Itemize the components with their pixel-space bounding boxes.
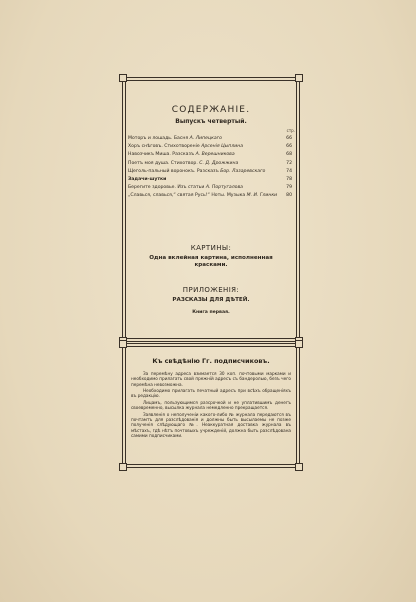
toc-page: 66 (286, 144, 292, 150)
frame-corner (119, 463, 127, 471)
toc-item[interactable]: Хоръ снѣговъ. Стихотворенiе Арсенiя Цыплина 66 (128, 144, 292, 150)
notice-body (131, 371, 291, 439)
toc-item[interactable]: Поетъ моя душа. Стихотвор. С. Д. Дрожжина 72 (128, 160, 292, 166)
frame-corner (295, 74, 303, 82)
toc-page: 79 (286, 185, 292, 191)
contents-title: СОДЕРЖАНIЕ. (171, 105, 251, 115)
notice-paragraph: Лицамъ, пользующимся разсрочкой и не уплатившимъ денегъ своевременно, высылка журнала немедленно прекращается. (131, 399, 291, 411)
toc-page: 66 (286, 136, 292, 141)
toc-item[interactable]: Щеголь-пальный воронокъ. Разсказъ Бор. Лазаревскаго 74 (128, 168, 292, 174)
toc-page: 80 (286, 193, 292, 199)
supplements-book: Книга первая. (192, 310, 230, 315)
supplements-text: РАЗСКАЗЫ ДЛЯ ДѢТЕЙ. (172, 297, 250, 303)
toc-page: 74 (286, 168, 292, 174)
notice-title: Къ свѣдѣнiю Гг. подписчиковъ. (152, 357, 270, 365)
toc-page: 72 (286, 160, 292, 166)
frame-corner (295, 463, 303, 471)
frame-corner (119, 74, 127, 82)
toc-item[interactable]: Моторъ и лошадь. Басня А. Липецкаго 66 (128, 136, 292, 141)
toc-page: 68 (286, 152, 292, 158)
toc-item[interactable]: Задачи-шутки 78 (128, 176, 292, 182)
pictures-heading: КАРТИНЫ: (190, 244, 232, 252)
supplements-heading: ПРИЛОЖЕНIЯ: (182, 286, 240, 294)
notice-paragraph: За перемѣну адреса взимается 30 коп. почтовыми марками и необходимо прилагать свой прежнiй адресъ съ бандеролью, безъ чего перемѣна невозможна. (131, 371, 291, 387)
toc-item[interactable]: Берегите здоровье. Изъ статьи А. Португалова 79 (128, 185, 292, 191)
toc-item[interactable]: „Славься, славься,“ святая Русь!“ Ноты. Музыка М. И. Глинки 80 (128, 193, 292, 199)
pictures-text: Одна вклейная картина, исполненная красками. (149, 255, 273, 268)
frame-corner (295, 340, 303, 348)
notice-paragraph: Необходимо прилагать печатный адресъ при всѣхъ обращенiяхъ въ редакцiю. (131, 388, 291, 399)
contents-frame (122, 77, 300, 342)
page-column-label: стр. (286, 128, 295, 133)
notice-frame (122, 343, 300, 468)
toc-page: 78 (286, 176, 292, 182)
frame-corner (119, 340, 127, 348)
notice-paragraph: Заявленiя о неполученiи какого-либо № журнала передаются въ почтамтъ для разслѣдованiя и должны быть высылаемы не позже полученiя слѣдующаго №. Неаккуратная доставка журнала въ мѣстахъ, гдѣ нѣтъ почтовыхъ учрежденiй, должна быть разслѣдована самими подписчиками. (131, 411, 291, 438)
table-of-contents (128, 136, 292, 202)
toc-item[interactable]: Навозчикъ Миша. Разсказъ А. Верешникова 68 (128, 152, 292, 158)
issue-label: Выпускъ четвертый. (175, 118, 247, 125)
